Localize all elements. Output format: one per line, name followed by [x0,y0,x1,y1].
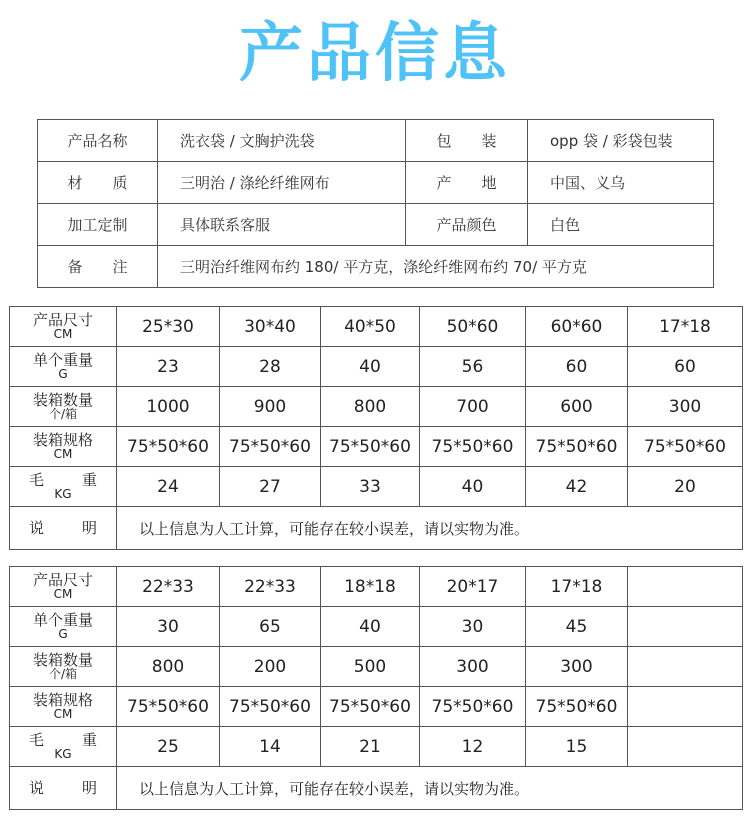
weight-row [10,607,743,647]
size-cell: 50*60 [420,307,526,347]
info-key: 加工定制 [38,204,158,246]
qty-cell: 900 [220,387,321,427]
qty-cell: 300 [420,647,526,687]
size-row [10,307,743,347]
weight-cell: 40 [321,347,420,387]
size-label: 产品尺寸 CM [10,307,117,347]
box-cell: 75*50*60 [117,687,220,727]
box-cell: 75*50*60 [117,427,220,467]
gross-label: 毛重 KG [10,467,117,507]
box-cell: 75*50*60 [526,427,628,467]
info-key: 包 装 [406,120,528,162]
info-key: 产 地 [406,162,528,204]
remark-value: 三明治纤维网布约 180/ 平方克，涤纶纤维网布约 70/ 平方克 [158,246,714,288]
weight-cell: 65 [220,607,321,647]
weight-cell: 30 [117,607,220,647]
note-label: 说明 [10,507,117,550]
qty-cell: 500 [321,647,420,687]
info-row [38,204,714,246]
box-cell: 75*50*60 [526,687,628,727]
gross-cell: 12 [420,727,526,767]
spec-table-1 [9,306,743,550]
info-key: 材 质 [38,162,158,204]
weight-label: 单个重量 G [10,607,117,647]
box-cell: 75*50*60 [420,427,526,467]
box-cell [628,687,743,727]
weight-row [10,347,743,387]
size-cell: 17*18 [628,307,743,347]
size-cell: 25*30 [117,307,220,347]
gross-label: 毛重 KG [10,727,117,767]
note-row [10,767,743,810]
qty-label: 装箱数量 个/箱 [10,387,117,427]
info-value: 白色 [528,204,714,246]
qty-cell: 800 [117,647,220,687]
weight-cell: 30 [420,607,526,647]
note-label: 说明 [10,767,117,810]
box-label: 装箱规格 CM [10,427,117,467]
info-value: 洗衣袋 / 文胸护洗袋 [158,120,406,162]
info-row [38,120,714,162]
weight-cell: 40 [321,607,420,647]
info-value: 中国、义乌 [528,162,714,204]
size-cell: 22*33 [117,567,220,607]
info-key: 产品颜色 [406,204,528,246]
qty-cell: 700 [420,387,526,427]
weight-cell: 28 [220,347,321,387]
note-row [10,507,743,550]
qty-cell [628,647,743,687]
gross-cell: 27 [220,467,321,507]
box-cell: 75*50*60 [220,427,321,467]
qty-row [10,647,743,687]
qty-label: 装箱数量 个/箱 [10,647,117,687]
size-cell [628,567,743,607]
info-key: 产品名称 [38,120,158,162]
weight-cell: 56 [420,347,526,387]
gross-cell: 25 [117,727,220,767]
gross-cell: 33 [321,467,420,507]
gross-row [10,467,743,507]
qty-cell: 300 [526,647,628,687]
weight-cell [628,607,743,647]
gross-cell: 14 [220,727,321,767]
size-cell: 17*18 [526,567,628,607]
weight-cell: 45 [526,607,628,647]
qty-cell: 1000 [117,387,220,427]
gross-cell: 21 [321,727,420,767]
box-row [10,687,743,727]
gross-row [10,727,743,767]
product-info-table [37,119,714,288]
qty-row [10,387,743,427]
size-cell: 40*50 [321,307,420,347]
info-row [38,162,714,204]
qty-cell: 300 [628,387,743,427]
box-cell: 75*50*60 [420,687,526,727]
box-cell: 75*50*60 [321,427,420,467]
note-text: 以上信息为人工计算，可能存在较小误差，请以实物为准。 [117,507,743,550]
weight-label: 单个重量 G [10,347,117,387]
note-text: 以上信息为人工计算，可能存在较小误差，请以实物为准。 [117,767,743,810]
size-cell: 30*40 [220,307,321,347]
box-cell: 75*50*60 [628,427,743,467]
info-row-remark [38,246,714,288]
qty-cell: 600 [526,387,628,427]
box-cell: 75*50*60 [321,687,420,727]
gross-cell: 40 [420,467,526,507]
gross-cell: 15 [526,727,628,767]
gross-cell: 24 [117,467,220,507]
info-value: opp 袋 / 彩袋包装 [528,120,714,162]
size-label: 产品尺寸 CM [10,567,117,607]
info-value: 具体联系客服 [158,204,406,246]
weight-cell: 60 [526,347,628,387]
box-row [10,427,743,467]
size-cell: 22*33 [220,567,321,607]
gross-cell [628,727,743,767]
qty-cell: 800 [321,387,420,427]
page-title: 产品信息 [239,17,511,91]
gross-cell: 42 [526,467,628,507]
size-cell: 20*17 [420,567,526,607]
weight-cell: 23 [117,347,220,387]
spec-table-2 [9,566,743,810]
size-cell: 18*18 [321,567,420,607]
weight-cell: 60 [628,347,743,387]
box-cell: 75*50*60 [220,687,321,727]
size-cell: 60*60 [526,307,628,347]
gross-cell: 20 [628,467,743,507]
box-label: 装箱规格 CM [10,687,117,727]
size-row [10,567,743,607]
info-key: 备 注 [38,246,158,288]
qty-cell: 200 [220,647,321,687]
info-value: 三明治 / 涤纶纤维网布 [158,162,406,204]
